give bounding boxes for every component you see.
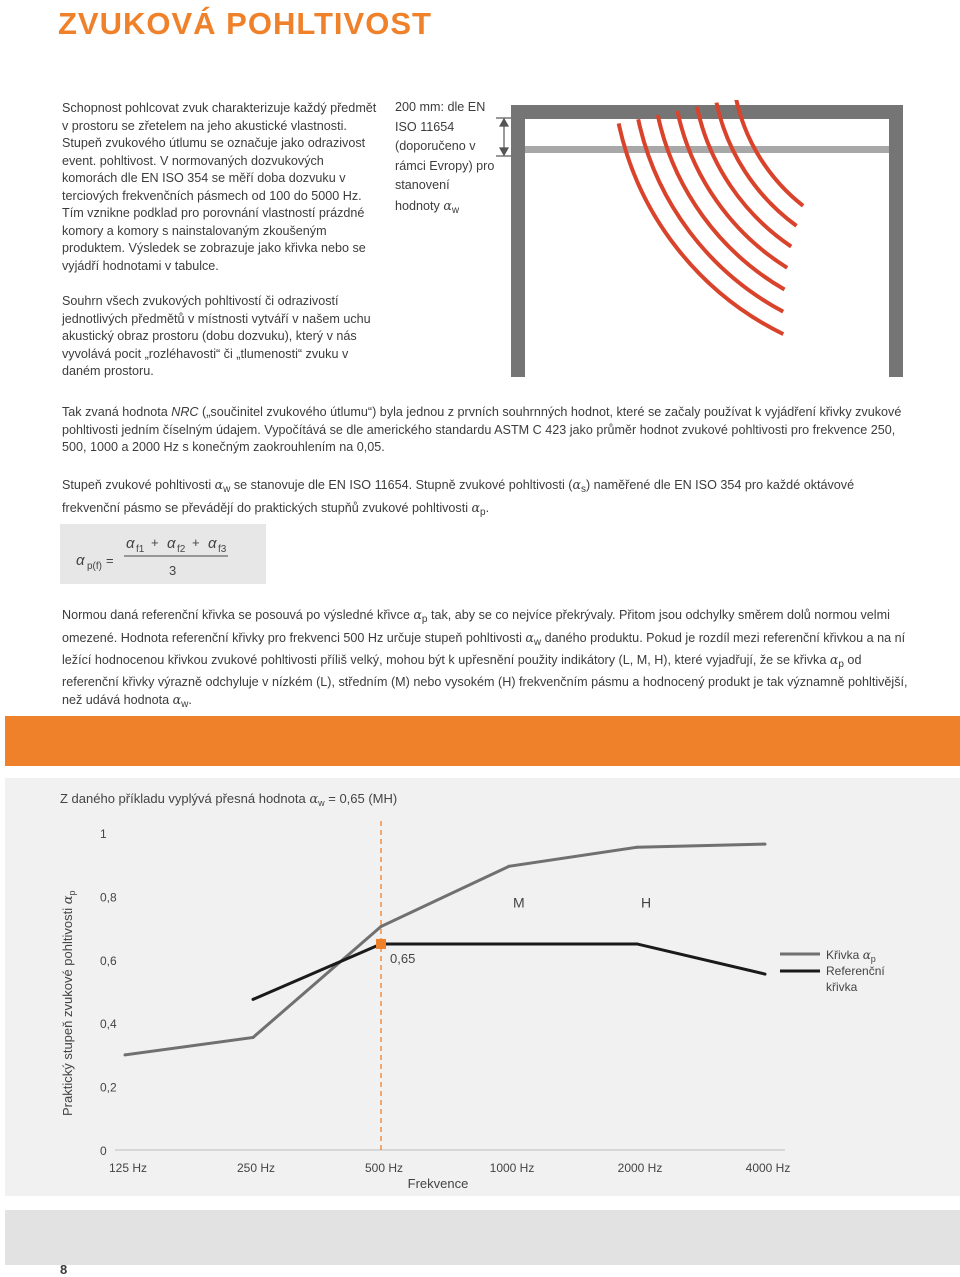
alpha-subscript: w [223, 484, 231, 495]
chart-series [124, 843, 767, 1057]
formula-f1: f1 [136, 544, 145, 555]
chart-legend [780, 948, 885, 994]
reference-point [764, 973, 767, 976]
reference-point [508, 942, 511, 945]
formula-plus: + [192, 535, 200, 550]
reference-point [636, 942, 639, 945]
alpha-p-formula [60, 524, 266, 584]
alpha-subscript: w [451, 204, 460, 216]
alpha-subscript: s [580, 484, 586, 495]
legend-reference-word: Referenční [826, 964, 885, 978]
y-tick-label: 0,4 [100, 1017, 117, 1032]
alpha-symbol: α [443, 197, 452, 213]
ref-text-4: od referenční křivky výrazně odchyluje v nízkém (L), středním (M) nebo vysokém (H) frekvenčním pásmu a hodnocený produkt je tak významně pohltivější, než udává hodnota [62, 653, 908, 707]
alpha-symbol: α [572, 477, 581, 492]
alpha-symbol: α [829, 652, 839, 667]
y-tick-label: 0,6 [100, 953, 117, 968]
page-number: 8 [60, 1262, 68, 1277]
chart-title-subscript: w [318, 798, 325, 808]
formula-f3: f3 [218, 544, 227, 555]
marker-point [376, 939, 386, 949]
x-axis-label: Frekvence [407, 1176, 469, 1191]
gray-footer-band [5, 1210, 960, 1265]
x-tick-label: 500 Hz [364, 1161, 404, 1175]
measurement-note [395, 98, 495, 220]
measured-point [124, 1053, 127, 1056]
legend-reference-word: křivka [826, 980, 858, 994]
nrc-text-after: („součinitel zvukového útlumu“) byla jednou z prvních souhrnných hodnot, které se začaly používat k vyjádření křivky zvukové pohltivosti jedním číselným údajem. Vypočítává se dle amerického standardu ASTM C 423 jako průměr hodnot zvukové pohltivosti pro frekvence 250, 500, 1000 a 2000 Hz s konečným zaokrouhlením na 0,05. [62, 405, 902, 454]
orange-divider-band [5, 716, 960, 766]
reverberation-chamber-diagram [492, 100, 912, 380]
sound-wave-arc [716, 103, 796, 226]
stage-text-2: se stanovuje dle EN ISO 11654. Stupně zvukové pohltivosti ( [230, 478, 573, 492]
chart-title-prefix: Z daného příkladu vyplývá přesná hodnota [60, 791, 310, 806]
ref-text-3: daného produktu. Pokud je rozdíl mezi referenční křivkou a na ní ležící hodnocenou křivkou zvukové pohltivosti příliš velký, mohou být k upřesnění použity indikátory (L, M, H), které vyjadřují, že se křivka [62, 630, 906, 667]
intro-paragraph-1: Schopnost pohlcovat zvuk charakterizuje každý předmět v prostoru se zřetelem na jeho akustické vlastnosti. Stupeň zvukového útlumu se označuje jako odrazivost event. pohltivost. V normovaných dozvukových komorách dle EN ISO 354 se měří doba dozvuku v terciových frekvenčních pásmech od 100 do 5000 Hz. Tím vznikne podklad pro porovnání vlastností prázdné komory a komory s nainstalovaným zkoušeným produktem. Výsledek se zobrazuje jako křivka nebo se vyjádří hodnotami v tabulce. [62, 101, 377, 273]
measured-point [380, 925, 383, 928]
chart-panel [5, 778, 960, 1196]
series-measured-line [125, 844, 765, 1055]
formula-lhs-subscript: p(f) [87, 561, 102, 572]
alpha-symbol: α [61, 895, 76, 905]
y-tick-label: 0,8 [100, 890, 117, 905]
alpha-subscript: p [480, 506, 486, 518]
x-tick-label: 250 Hz [236, 1161, 276, 1175]
alpha-symbol: α [126, 535, 135, 552]
alpha-symbol: α [471, 499, 481, 515]
stage-text-4: . [485, 500, 490, 515]
measured-point [508, 865, 511, 868]
alpha-symbol: α [214, 477, 224, 492]
legend-measured-name: Křivka [826, 948, 863, 962]
band-indicator-label: H [641, 894, 652, 911]
nrc-paragraph [62, 404, 912, 457]
alpha-subscript: p [838, 659, 844, 670]
legend-label-reference [826, 964, 885, 994]
x-tick-label: 125 Hz [108, 1161, 148, 1175]
alpha-symbol: α [167, 535, 176, 552]
alpha-symbol: α [76, 552, 85, 569]
measurement-note-text: 200 mm: dle EN ISO 11654 (doporučeno v rámci Evropy) pro stanovení hodnoty [395, 100, 495, 213]
measured-point [636, 846, 639, 849]
stage-text-1: Stupeň zvukové pohltivosti [62, 478, 215, 492]
ref-text-1: Normou daná referenční křivka se posouvá po výsledné křivce [62, 608, 414, 622]
alpha-symbol: α [525, 629, 534, 645]
x-tick-label: 1000 Hz [489, 1161, 535, 1175]
y-tick-label: 0,2 [100, 1080, 117, 1095]
chart-annotations [376, 894, 651, 965]
y-axis-label-text: Praktický stupeň zvukové pohltivosti [60, 904, 75, 1116]
x-tick-label: 4000 Hz [745, 1161, 791, 1175]
formula-box [60, 524, 266, 584]
legend-label-measured [826, 948, 876, 964]
band-indicator-label: M [513, 894, 525, 911]
alpha-symbol: α [172, 692, 182, 707]
y-tick-label: 1 [100, 827, 107, 841]
chart-title-suffix: = 0,65 (MH) [324, 791, 398, 806]
nrc-text-before: Tak zvaná hodnota [62, 405, 172, 419]
alpha-subscript: w [181, 699, 189, 710]
chart-axes [115, 821, 785, 1154]
ref-text-2: tak, aby se co nejvíce překrývaly. Přitom jsou odchylky směrem dolů normou velmi omezené. Hodnota referenční křivky pro frekvenci 500 Hz určuje stupeň pohltivosti [62, 608, 890, 645]
alpha-symbol: α [413, 607, 422, 622]
intro-paragraph-2: Souhrn všech zvukových pohltivostí či odrazivostí jednotlivých předmětů v místnosti vytváří v našem uchu akustický obraz prostoru (dobu dozvuku), který v nás vyvolává pocit „rozléhavosti“ či „tlumenosti“ zvuku v daném prostoru. [62, 294, 371, 378]
sound-wave-arcs [619, 100, 803, 334]
measured-point [252, 1036, 255, 1039]
formula-f2: f2 [177, 544, 186, 555]
formula-denominator: 3 [169, 563, 177, 578]
ref-text-5: . [188, 693, 192, 707]
formula-equals: = [106, 553, 114, 568]
reference-point [252, 998, 255, 1001]
alpha-symbol: α [208, 535, 217, 552]
alpha-subscript: w [533, 636, 542, 648]
formula-plus: + [151, 535, 159, 550]
sound-wave-arc [658, 115, 785, 289]
measured-point [764, 843, 767, 846]
dimension-arrow-icon [496, 118, 512, 156]
y-tick-label: 0 [100, 1144, 107, 1158]
chart-title [60, 791, 397, 808]
alpha-subscript: p [421, 614, 428, 625]
page-title: ZVUKOVÁ POHLTIVOST [58, 6, 432, 41]
stage-text-3: ) naměřené dle EN ISO 354 pro každé oktávové frekvenční pásmo se převádějí do praktických stupňů zvukové pohltivosti [62, 478, 855, 515]
reference-curve-paragraph [62, 606, 912, 714]
absorption-chart [5, 778, 960, 1196]
marker-value-label: 0,65 [390, 950, 416, 966]
alpha-symbol: α [862, 948, 871, 962]
y-axis-label-subscript: p [67, 890, 77, 896]
nrc-term: NRC [171, 405, 199, 419]
stage-paragraph [62, 476, 912, 521]
alpha-symbol: α [309, 792, 319, 807]
x-tick-labels [109, 1161, 790, 1175]
x-tick-label: 2000 Hz [617, 1161, 663, 1175]
y-tick-labels [100, 827, 117, 1158]
legend-measured-subscript: p [870, 954, 876, 964]
y-axis-label [60, 890, 77, 1116]
